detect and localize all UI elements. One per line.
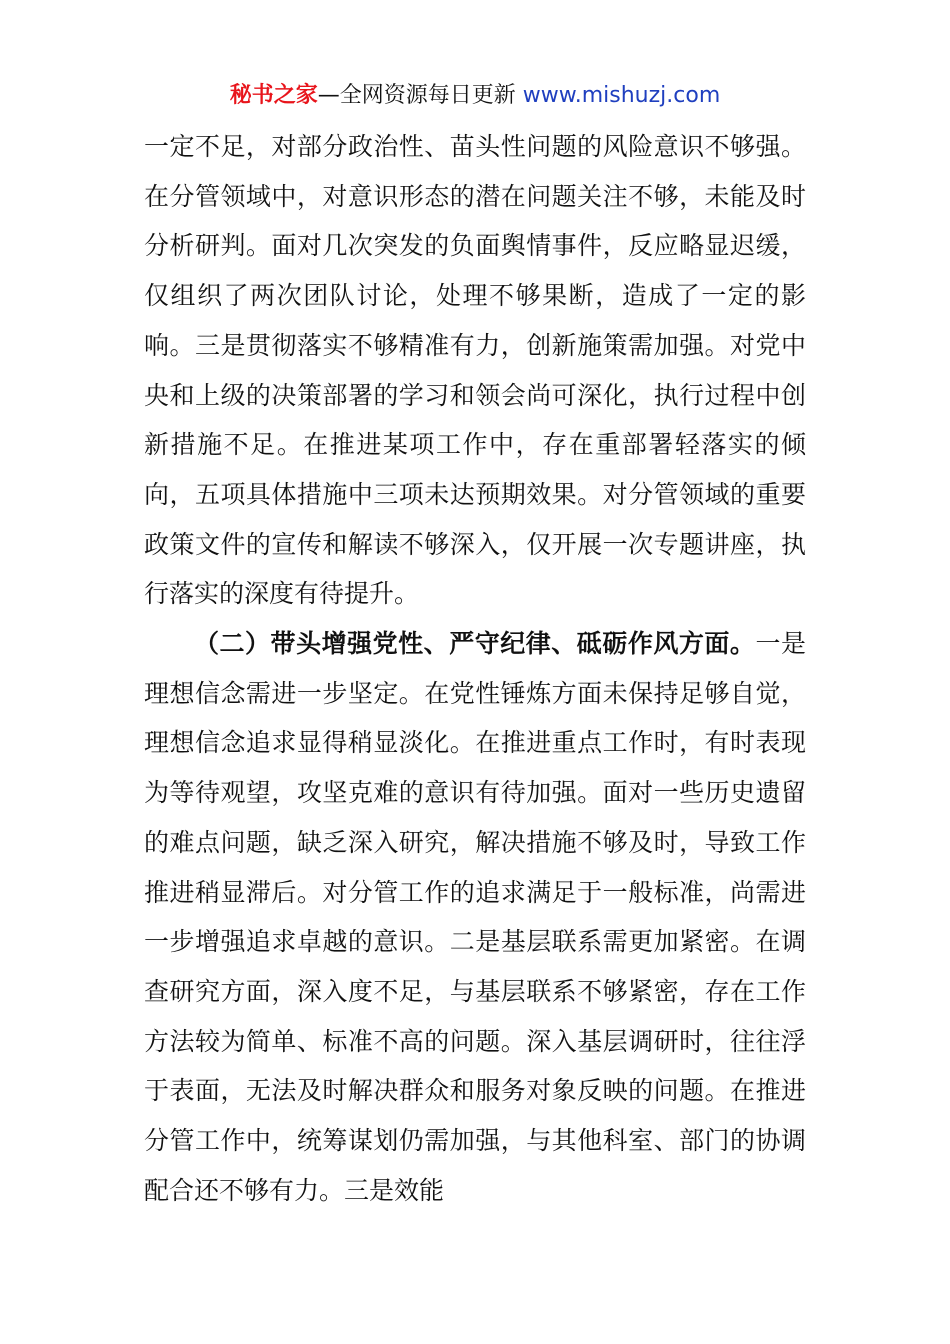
document-body (144, 122, 806, 1215)
header-tagline: —全网资源每日更新 (317, 83, 516, 108)
site-link[interactable]: www.mishuzj.com (522, 83, 721, 108)
watermark-header (0, 80, 950, 112)
brand-name: 秘书之家 (229, 83, 318, 108)
section-body: 一是理想信念需进一步坚定。在党性锤炼方面未保持足够自觉，理想信念追求显得稍显淡化。在推进重点工作时，有时表现为等待观望，攻坚克难的意识有待加强。面对一些历史遗留的难点问题，缺乏深入研究，解决措施不够及时，导致工作推进稍显滞后。对分管工作的追求满足于一般标准，尚需进一步增强追求卓越的意识。二是基层联系需更加紧密。在调查研究方面，深入度不足，与基层联系不够紧密，存在工作方法较为简单、标准不高的问题。深入基层调研时，往往浮于表面，无法及时解决群众和服务对象反映的问题。在推进分管工作中，统筹谋划仍需加强，与其他科室、部门的协调配合还不够有力。三是效能 (144, 629, 806, 1205)
section-heading: （二）带头增强党性、严守纪律、砥砺作风方面。 (194, 629, 756, 659)
paragraph-section-2 (144, 619, 806, 1215)
paragraph-continued: 一定不足，对部分政治性、苗头性问题的风险意识不够强。在分管领域中，对意识形态的潜在问题关注不够，未能及时分析研判。面对几次突发的负面舆情事件，反应略显迟缓，仅组织了两次团队讨论，处理不够果断，造成了一定的影响。三是贯彻落实不够精准有力，创新施策需加强。对党中央和上级的决策部署的学习和领会尚可深化，执行过程中创新措施不足。在推进某项工作中，存在重部署轻落实的倾向，五项具体措施中三项未达预期效果。对分管领域的重要政策文件的宣传和解读不够深入，仅开展一次专题讲座，执行落实的深度有待提升。 (144, 132, 806, 609)
